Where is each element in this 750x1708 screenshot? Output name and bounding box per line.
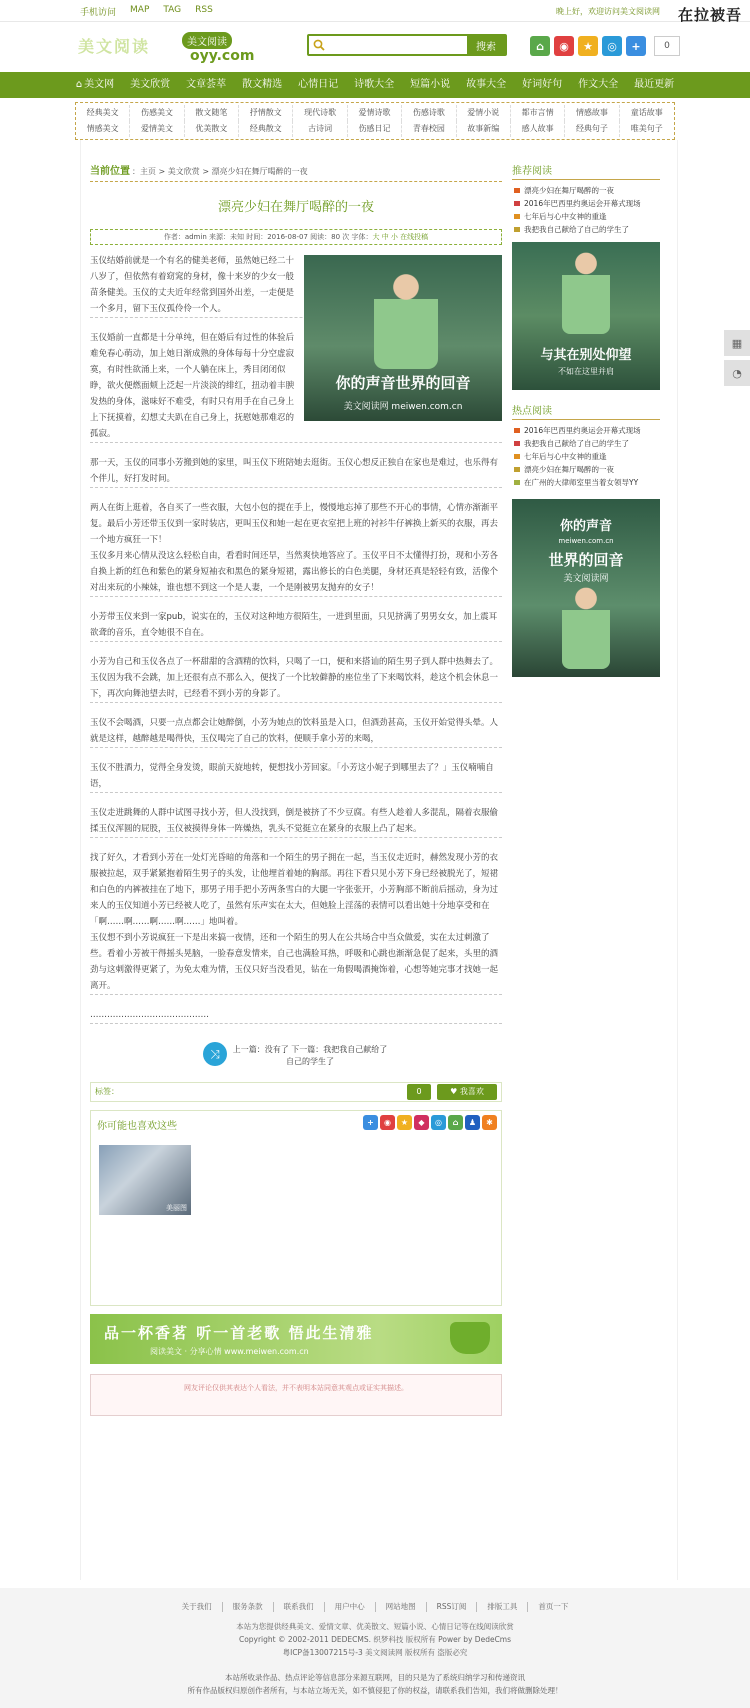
- footer-copyright: Copyright © 2002-2011 DEDECMS. 织梦科技 版权所有 Power by DedeCms: [238, 1635, 512, 1644]
- paragraph: ……………………………………: [90, 1007, 502, 1024]
- ad2-headline: 你的声音: [559, 519, 612, 534]
- search-icon: [309, 36, 329, 54]
- hot-item[interactable]: 我把我自己献给了自己的学生了: [512, 437, 660, 450]
- subnav-item[interactable]: 经典句子: [565, 121, 619, 137]
- floating-tools: [724, 330, 750, 390]
- logo-word: 美文阅读: [78, 37, 151, 56]
- paragraph: 玉仪想不到小芳说疯狂一下是出来搞一夜情，还和一个陌生的男人在公共场合中当众做爱，实在太过刺激了些。看着小芳被干得摇头晃脑，一脸春意发情来，自己也满脸耳热，呼吸和心跳也渐渐急促了起来，头里的酒劲与这刺激得更紧了，为免太难为情，玉仪只好当没看见，钻在一角假喝酒掩饰着，心想等她完事才找她一起离开。: [90, 930, 502, 995]
- mobile-link[interactable]: 手机访问: [80, 8, 117, 18]
- nav-item[interactable]: 好词好句: [522, 79, 563, 90]
- rss-link[interactable]: RSS: [195, 5, 213, 15]
- share-star-icon[interactable]: ★: [397, 1115, 412, 1130]
- footer: [0, 1588, 750, 1708]
- breadcrumb-path[interactable]: ：主页 > 美文欣赏 > 漂亮少妇在舞厅喝醉的一夜: [132, 167, 308, 176]
- paragraph: 两人在街上逛着，各自买了一些衣服，大包小包的提在手上，慢慢地忘掉了那些不开心的事情，心情亦渐渐平复。最后小芳还带玉仪到一家时装店，更叫玉仪和她一起在更衣室把上班的衬衫牛仔裤换上新买的衣服，再去一个地方疯狂一下！: [90, 503, 499, 545]
- paragraph: 找了好久，才看到小芳在一处灯光昏暗的角落和一个陌生的男子拥在一起，当玉仪走近时，赫然发现小芳的衣服被拉起，双手紧紧抱着陌生男子的头发，让他埋首着她的胸部。再往下看只见小芳下身已经被脱光了，短裙和白色的内裤被挂在了地下，那男子用手把小芳两条雪白的大腿一字张张开，小芳胸部不断前后摇动，身为过来人的玉仪知道小芳已经被人吃了，虽然有乐声实在太大，但她脸上淫荡的表情可以看出她十分地享受和在「啊……啊……啊……啊……」地叫着。: [90, 853, 499, 927]
- sub-nav: [75, 102, 675, 140]
- ad-figure: [562, 585, 610, 669]
- share-tencent-icon[interactable]: ◎: [431, 1115, 446, 1130]
- subnav-item[interactable]: 情感美文: [76, 121, 130, 137]
- ad2-slogan: 世界的回音: [548, 551, 624, 569]
- hot-list: [512, 424, 660, 489]
- font-size-controls[interactable]: 大 中 小 在线投稿: [372, 233, 429, 241]
- nav-item[interactable]: 美文欣赏: [130, 79, 171, 90]
- share-qzone-icon[interactable]: ⌂: [448, 1115, 463, 1130]
- site-logo[interactable]: [78, 30, 255, 66]
- search-box: [307, 34, 507, 56]
- subnav-item[interactable]: 古诗词: [293, 121, 347, 137]
- breadcrumb: [90, 162, 502, 182]
- sidebar-ad-1[interactable]: [512, 242, 660, 390]
- subnav-item[interactable]: 经典美文: [76, 105, 130, 121]
- nav-item[interactable]: 最近更新: [634, 79, 675, 90]
- share-toolbar: [530, 36, 680, 56]
- qrcode-icon[interactable]: ▦: [724, 330, 750, 356]
- subnav-item[interactable]: 现代诗歌: [293, 105, 347, 121]
- like-count: 0: [407, 1084, 431, 1100]
- comment-notice: 网友评论仅供其表达个人看法，并不表明本站同意其观点或证实其描述。: [90, 1374, 502, 1416]
- footer-link[interactable]: 联系我们: [274, 1602, 325, 1612]
- subnav-item[interactable]: 伤感美文: [130, 105, 184, 121]
- subnav-item[interactable]: 爱情小说: [457, 105, 511, 121]
- recommend-item[interactable]: 漂亮少妇在舞厅喝醉的一夜: [512, 184, 660, 197]
- may-like-panel: [90, 1110, 502, 1306]
- subnav-item[interactable]: 情感故事: [565, 105, 619, 121]
- tag-link[interactable]: TAG: [163, 5, 182, 15]
- ad1-headline: 与其在别处仰望: [540, 348, 632, 363]
- paragraph: 玉仪结婚前就是一个有名的健美老师，虽然她已经二十八岁了，但依然有着窈窕的身材，像十来岁的少女一般苗条健美。玉仪的丈夫近年经常到国外出差，一走便是一个多月，留下玉仪孤伶伶一个人。: [90, 253, 502, 318]
- thumb-caption: 美丽图: [166, 1204, 187, 1212]
- subnav-item[interactable]: 童话故事: [630, 108, 663, 117]
- like-label: 我喜欢: [459, 1087, 484, 1096]
- hot-item[interactable]: 在广州的大律师室里当着女领导YY: [512, 476, 660, 489]
- ad2-site: 美文阅读网: [563, 574, 609, 584]
- map-link[interactable]: MAP: [130, 5, 150, 15]
- subnav-item[interactable]: 抒情散文: [239, 105, 293, 121]
- nav-item[interactable]: 心情日记: [298, 79, 339, 90]
- related-thumbnail[interactable]: [99, 1145, 191, 1215]
- heart-icon: ♥: [450, 1087, 460, 1096]
- article-image: [304, 255, 502, 421]
- tea-banner[interactable]: [90, 1314, 502, 1364]
- shuffle-icon: ⤨: [203, 1042, 227, 1066]
- may-like-share: [363, 1115, 497, 1130]
- paragraph: 小芳带玉仪来到一家pub，说实在的，玉仪对这种地方很陌生，一进到里面，只见挤满了男男女女，加上震耳欲聋的音乐，直令她很不自在。: [90, 609, 502, 642]
- article-column: [90, 162, 502, 1416]
- hot-title: 热点阅读: [512, 402, 660, 420]
- subnav-item[interactable]: 优美散文: [185, 121, 239, 137]
- top-stamp: 在拉被吾: [677, 6, 742, 24]
- header: [0, 22, 750, 72]
- share-renren-icon[interactable]: ◆: [414, 1115, 429, 1130]
- paragraph: 玉仪不胜酒力，觉得全身发烫，眼前天旋地转，便想找小芳回家。「小芳这小妮子到哪里去了？」玉仪喃喃自语，: [90, 760, 502, 793]
- welcome-text: 晚上好，欢迎访问美文阅读网: [556, 7, 660, 16]
- paragraph: 玉仪不会喝酒，只要一点点都会让她醉倒，小芳为她点的饮料虽是入口，但酒劲甚高，玉仪开始觉得头晕。人就是这样，越醉越是喝得快，玉仪喝完了自己的饮料，便顺手拿小芳的来喝，: [90, 715, 502, 748]
- subnav-item[interactable]: 爱情诗歌: [348, 105, 402, 121]
- nav-item[interactable]: 文章荟萃: [186, 79, 227, 90]
- subnav-item[interactable]: 青春校园: [402, 121, 456, 137]
- hot-item[interactable]: 2016年巴西里约奥运会开幕式现场: [512, 424, 660, 437]
- nav-item[interactable]: 散文精选: [242, 79, 283, 90]
- search-button[interactable]: 搜索: [467, 36, 505, 54]
- prev-next: [90, 1040, 502, 1070]
- nav-item[interactable]: 诗歌大全: [354, 79, 395, 90]
- article-meta: [90, 229, 502, 245]
- nav-item[interactable]: 故事大全: [466, 79, 507, 90]
- footer-line: 本站为您提供经典美文、爱情文章、优美散文、短篇小说、心情日记等在线阅读欣赏: [236, 1622, 514, 1631]
- footer-link[interactable]: RSS订阅: [427, 1602, 478, 1612]
- share-weibo-icon[interactable]: ◉: [380, 1115, 395, 1130]
- disclaimer-line: 本站所收录作品、热点评论等信息部分来源互联网，目的只是为了系统归纳学习和传递资讯: [225, 1673, 525, 1682]
- may-like-title: 你可能也喜欢这些: [97, 1121, 177, 1132]
- like-button[interactable]: [437, 1084, 497, 1100]
- banner-slogan: 品一杯香茗 听一首老歌 悟此生清雅: [104, 1324, 374, 1342]
- footer-links: [0, 1588, 750, 1612]
- subnav-item[interactable]: 散文随笔: [185, 105, 239, 121]
- subnav-item[interactable]: 感人故事: [511, 121, 565, 137]
- recommend-list: [512, 184, 660, 236]
- subnav-item[interactable]: 伤感诗歌: [402, 105, 456, 121]
- recommend-item[interactable]: 我把我自己献给了自己的学生了: [512, 223, 660, 236]
- next-link[interactable]: 下一篇：我把我自己献给了自己的学生了: [286, 1045, 388, 1066]
- subnav-item[interactable]: 都市言情: [511, 105, 565, 121]
- footer-link[interactable]: 排版工具: [477, 1602, 528, 1612]
- search-input[interactable]: [329, 36, 467, 54]
- disclaimer-line: 所有作品版权归原创作者所有，与本站立场无关，如不慎侵犯了你的权益，请联系我们告知，我们将做删除处理！: [187, 1686, 563, 1695]
- recommend-title: 推荐阅读: [512, 162, 660, 180]
- meta-text: 作者：admin 来源：未知 时间：2016-08-07 阅读：80 次 字体：: [163, 233, 373, 241]
- tea-cup-icon: [450, 1322, 490, 1354]
- share-more-icon[interactable]: ✱: [482, 1115, 497, 1130]
- image-caption: 你的声音世界的回音: [335, 374, 471, 392]
- breadcrumb-label: 当前位置: [90, 166, 130, 177]
- ad-figure: [562, 250, 610, 334]
- back-to-top-icon[interactable]: ◔: [724, 360, 750, 386]
- share-weibo-icon[interactable]: ◉: [554, 36, 574, 56]
- hot-item[interactable]: 七年后与心中女神的重逢: [512, 450, 660, 463]
- footer-icp: 粤ICP备13007215号-3 美文阅读网 版权所有 盗版必究: [282, 1648, 468, 1657]
- recommend-item[interactable]: 2016年巴西里约奥运会开幕式现场: [512, 197, 660, 210]
- footer-link[interactable]: 网站地图: [376, 1602, 427, 1612]
- share-tencent-icon[interactable]: ◎: [602, 36, 622, 56]
- nav-item[interactable]: 作文大全: [578, 79, 619, 90]
- logo-domain: oyy.com: [190, 48, 255, 64]
- share-plus-icon[interactable]: +: [626, 36, 646, 56]
- prev-link[interactable]: 上一篇：没有了: [232, 1045, 289, 1054]
- image-figure: [374, 269, 438, 369]
- paragraph: 玉仪走进跳舞的人群中试图寻找小芳，但人没找到，倒是被挤了不少豆腐。有些人趁着人多混乱，隔着衣服偷揉玉仪浑圆的屁股，玉仪被摸得身体一阵燥热，乳头不觉挺立在紧身的衣服上凸了起来。: [90, 805, 502, 838]
- subnav-item[interactable]: 爱情美文: [130, 121, 184, 137]
- footer-link[interactable]: 服务条款: [223, 1602, 274, 1612]
- logo-badge: 美文阅读: [182, 32, 232, 49]
- banner-url: 阅读美文 · 分享心情 www.meiwen.com.cn: [150, 1347, 309, 1356]
- footer-link[interactable]: 关于我们: [172, 1602, 223, 1612]
- footer-link[interactable]: 用户中心: [325, 1602, 376, 1612]
- paragraph: 小芳为自己和玉仪各点了一杯甜甜的含酒精的饮料，只喝了一口，便和来搭讪的陌生男子到人群中热舞去了。玉仪因为我不会跳，加上还很有点不那么入，便找了一个比较僻静的座位坐了下来喝饮料，趁这个机会休息一下，再次向舞池望去时，已经看不到小芳的身影了。: [90, 654, 502, 703]
- subnav-item[interactable]: 伤感日记: [348, 121, 402, 137]
- nav-item[interactable]: 短篇小说: [410, 79, 451, 90]
- ad2-url: meiwen.com.cn: [558, 537, 614, 545]
- nav-item-home[interactable]: ⌂ 美文网: [68, 72, 122, 98]
- top-links: [80, 5, 213, 18]
- prev-next-links: [230, 1044, 390, 1068]
- top-bar: [0, 0, 750, 22]
- ad1-subline: 不如在这里并肩: [558, 367, 614, 376]
- subnav-item[interactable]: 唯美句子: [630, 124, 663, 133]
- hot-item[interactable]: 漂亮少妇在舞厅喝醉的一夜: [512, 463, 660, 476]
- tag-label: 标签：: [95, 1087, 119, 1096]
- image-subcaption: 美文阅读网 meiwen.com.cn: [343, 402, 463, 412]
- share-count: 0: [654, 36, 680, 56]
- share-people-icon[interactable]: ♟: [465, 1115, 480, 1130]
- article-body: [90, 253, 502, 1024]
- paragraph: 玉仪多月来心情从没这么轻松自由，看看时间还早，当然爽快地答应了。玉仪平日不太懂得打扮，现和小芳各自换上新的红色和紫色的紧身短袖衣和黑色的紧身短裙，露出修长的白色美腿，身材还真是轻轻有致，活像个对出来玩的小辣妹，谁也想不到这一个是人妻，一个是刚被男友抛弃的女子！: [90, 548, 502, 597]
- recommend-item[interactable]: 七年后与心中女神的重逢: [512, 210, 660, 223]
- footer-disclaimer: [0, 1671, 750, 1697]
- main-nav: [0, 72, 750, 98]
- footer-info: [0, 1620, 750, 1659]
- footer-link[interactable]: 首页一下: [538, 1602, 569, 1611]
- paragraph: 那一天，玉仪的同事小芳搬到她的家里，叫玉仪下班陪她去逛街。玉仪心想反正独自在家也是难过，也乐得有个伴儿，好打发时间。: [90, 455, 502, 488]
- article-title: 漂亮少妇在舞厅喝醉的一夜: [217, 200, 374, 215]
- paragraph: 玉仪婚前一直都是十分单纯，但在婚后有过性的体验后难免春心萌动，加上她日渐成熟的身体每每十分空虚寂寞，有时性欲涌上来，一个人躺在床上，秀目闭闭似睁，欲火便燃面颊上泛起一片淡淡的绯红，扭动着丰腴发热的身体，滋味好不难受，有时只有用手在自己身上上下抚摸着，幻想丈夫趴在自己身上，抚慰她那难忍的孤寂。: [90, 330, 502, 443]
- share-qzone-icon[interactable]: ⌂: [530, 36, 550, 56]
- sidebar: [512, 162, 660, 677]
- share-star-icon[interactable]: ★: [578, 36, 598, 56]
- share-plus-icon[interactable]: +: [363, 1115, 378, 1130]
- subnav-item[interactable]: 故事新编: [457, 121, 511, 137]
- subnav-item[interactable]: 经典散文: [239, 121, 293, 137]
- sidebar-ad-2[interactable]: [512, 499, 660, 677]
- tag-bar: [90, 1082, 502, 1102]
